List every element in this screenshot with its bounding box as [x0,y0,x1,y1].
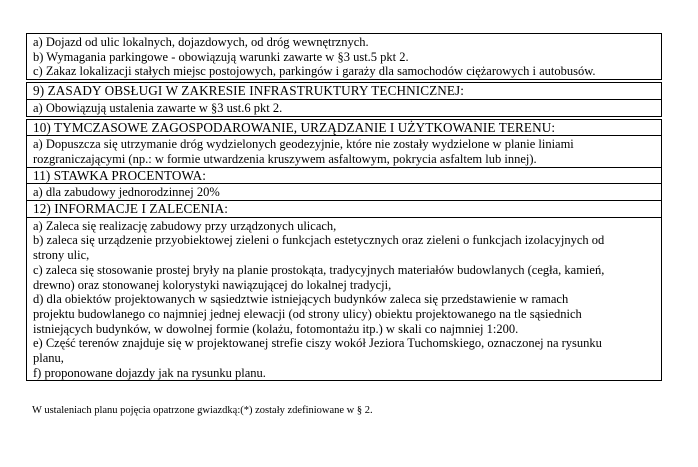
section-12-line: planu, [33,351,64,366]
section-10-row [27,136,662,167]
section-8-item-b: b) Wymagania parkingowe - obowiązują warunki zawarte w §3 ust.5 pkt 2. [33,49,409,64]
section-9-row [27,99,662,116]
section-10-header-row [27,119,662,136]
section-8-item-c: c) Zakaz lokalizacji stałych miejsc postojowych, parkingów i garaży dla samochodów ciężarowych i autobusów. [33,64,596,79]
section-12-row [27,217,662,381]
section-8-content [27,34,662,80]
section-11-row [27,184,662,201]
section-9-content [27,99,662,116]
section-12-header-row [27,201,662,218]
section-11-content [27,184,662,201]
section-11-header-row [27,167,662,184]
section-12-line: projektu budowlanego co najmniej jednej elewacji (od strony ulicy) obiektu projektowanego na tle sąsiednich [33,306,582,321]
section-11-item-a: a) dla zabudowy jednorodzinnej 20% [33,185,220,200]
section-8-row [27,34,662,80]
section-9-header-row [27,83,662,100]
section-12-content [27,217,662,381]
section-12-line: f) proponowane dojazdy jak na rysunku planu. [33,365,266,380]
section-12-line: d) dla obiektów projektowanych w sąsiedztwie istniejących budynków zaleca się przedstawienie w ramach [33,292,569,307]
section-10-content [27,136,662,167]
regulations-table [26,33,662,381]
section-11-header: 11) STAWKA PROCENTOWA: [27,167,662,184]
section-12-line: drewno) oraz stonowanej kolorystyki nawiązującej do lokalnej tradycji, [33,277,392,292]
section-12-line: strony ulic, [33,248,90,263]
section-12-line: c) zaleca się stosowanie prostej bryły na planie prostokąta, tradycyjnych materiałów budowlanych (cegła, kamień, [33,262,605,277]
section-10-header: 10) TYMCZASOWE ZAGOSPODAROWANIE, URZĄDZANIE I UŻYTKOWANIE TERENU: [27,119,662,136]
footnote: W ustaleniach planu pojęcia opatrzone gwiazdką:(*) zostały zdefiniowane w § 2. [32,405,373,416]
section-12-line: b) zaleca się urządzenie przyobiektowej zieleni o funkcjach estetycznych oraz zieleni o funkcjach izolacyjnych od [33,233,605,248]
section-12-header: 12) INFORMACJE I ZALECENIA: [27,201,662,218]
section-10-line: a) Dopuszcza się utrzymanie dróg wydzielonych geodezyjnie, które nie zostały wydzielone w planie liniami [33,137,574,152]
section-12-line: a) Zaleca się realizację zabudowy przy urządzonych ulicach, [33,218,337,233]
section-9-header: 9) ZASADY OBSŁUGI W ZAKRESIE INFRASTRUKTURY TECHNICZNEJ: [27,83,662,100]
section-12-line: istniejących budynków, w dowolnej formie (kolażu, fotomontażu itp.) w skali co najmniej 1:200. [33,321,519,336]
section-12-line: e) Część terenów znajduje się w projektowanej strefie ciszy wokół Jeziora Tuchomskiego, oznaczonej na rysunku [33,336,602,351]
section-9-item-a: a) Obowiązują ustalenia zawarte w §3 ust.6 pkt 2. [33,100,283,115]
section-8-item-a: a) Dojazd od ulic lokalnych, dojazdowych, od dróg wewnętrznych. [33,35,369,49]
section-10-line: rozgraniczającymi (np.: w formie utwardzenia kruszywem asfaltowym, pokrycia asfaltem lub innej). [33,151,537,166]
